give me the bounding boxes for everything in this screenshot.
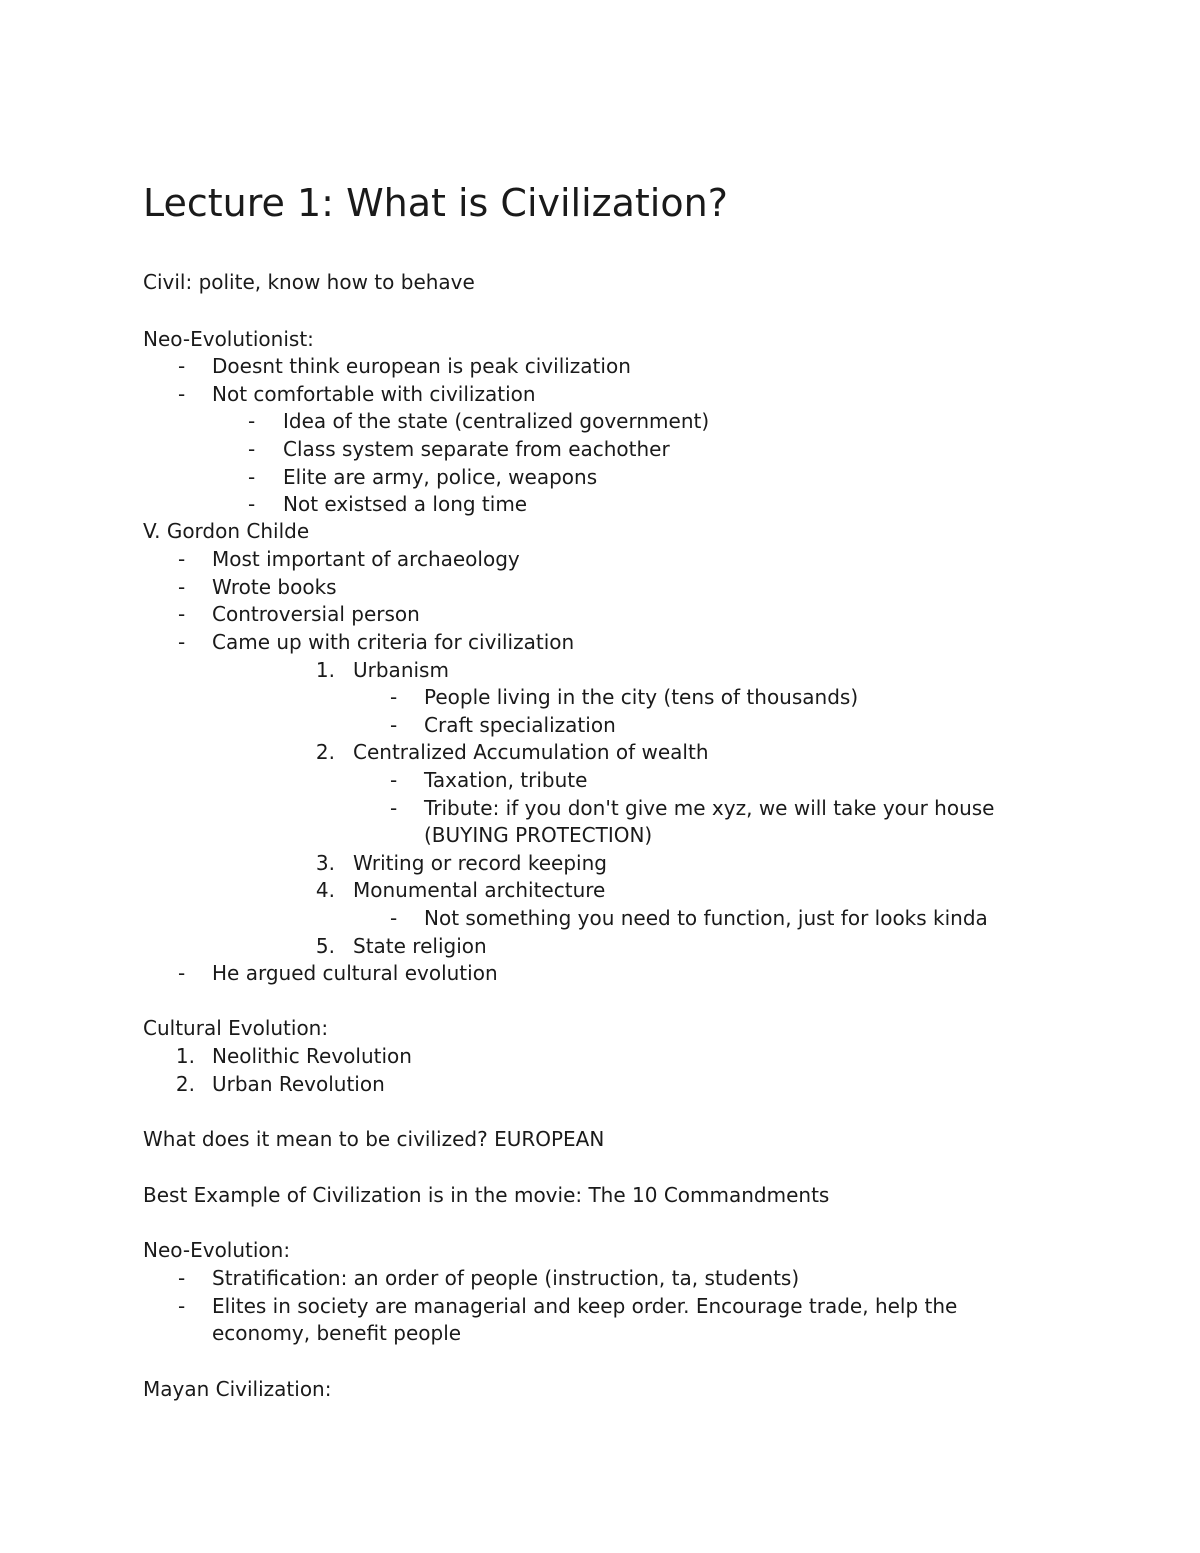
childe-heading: V. Gordon Childe (143, 519, 310, 543)
neo-evolutionist-heading: Neo-Evolutionist: (143, 327, 314, 351)
list-number: 2. (175, 1072, 195, 1096)
bullet-dash: - (178, 354, 186, 378)
list-subitem: Elite are army, police, weapons (283, 465, 598, 489)
bullet-dash: - (248, 409, 256, 433)
list-number: 1. (175, 1044, 195, 1068)
list-item: Doesnt think european is peak civilization (212, 354, 631, 378)
list-subitem: Not existsed a long time (283, 492, 528, 516)
civil-definition: Civil: polite, know how to behave (143, 270, 475, 294)
list-item: Came up with criteria for civilization (212, 630, 575, 654)
list-item: Elites in society are managerial and keep order. Encourage trade, help the (212, 1294, 958, 1318)
criterion-number: 3. (315, 851, 335, 875)
neo-evolution-heading: Neo-Evolution: (143, 1238, 291, 1262)
criterion-note: Not something you need to function, just for looks kinda (424, 906, 988, 930)
best-example-line: Best Example of Civilization is in the movie: The 10 Commandments (143, 1183, 830, 1207)
list-item-continuation: economy, benefit people (212, 1321, 462, 1345)
bullet-dash: - (178, 1294, 186, 1318)
bullet-dash: - (178, 575, 186, 599)
criterion-note: People living in the city (tens of thousands) (424, 685, 859, 709)
bullet-dash: - (178, 961, 186, 985)
criterion-label: Writing or record keeping (353, 851, 607, 875)
list-item: He argued cultural evolution (212, 961, 498, 985)
criterion-note: Craft specialization (424, 713, 616, 737)
mayan-heading: Mayan Civilization: (143, 1377, 332, 1401)
bullet-dash: - (390, 685, 398, 709)
criterion-label: Urbanism (353, 658, 449, 682)
bullet-dash: - (390, 796, 398, 820)
list-item: Stratification: an order of people (instruction, ta, students) (212, 1266, 800, 1290)
list-item: Urban Revolution (212, 1072, 385, 1096)
bullet-dash: - (178, 382, 186, 406)
criterion-label: Monumental architecture (353, 878, 606, 902)
bullet-dash: - (178, 1266, 186, 1290)
list-item: Most important of archaeology (212, 547, 520, 571)
bullet-dash: - (390, 768, 398, 792)
bullet-dash: - (390, 906, 398, 930)
bullet-dash: - (178, 602, 186, 626)
cultural-evolution-heading: Cultural Evolution: (143, 1016, 329, 1040)
list-item: Wrote books (212, 575, 337, 599)
criterion-number: 4. (315, 878, 335, 902)
list-subitem: Class system separate from eachother (283, 437, 670, 461)
bullet-dash: - (248, 492, 256, 516)
criterion-label: Centralized Accumulation of wealth (353, 740, 709, 764)
page-title: Lecture 1: What is Civilization? (143, 181, 728, 225)
list-subitem: Idea of the state (centralized government) (283, 409, 710, 433)
bullet-dash: - (178, 630, 186, 654)
bullet-dash: - (248, 465, 256, 489)
criterion-note-continuation: (BUYING PROTECTION) (424, 823, 653, 847)
list-item: Neolithic Revolution (212, 1044, 412, 1068)
criterion-note: Taxation, tribute (424, 768, 588, 792)
bullet-dash: - (178, 547, 186, 571)
list-item: Controversial person (212, 602, 420, 626)
civilized-question: What does it mean to be civilized? EUROPEAN (143, 1127, 605, 1151)
bullet-dash: - (390, 713, 398, 737)
list-item: Not comfortable with civilization (212, 382, 536, 406)
criterion-note: Tribute: if you don't give me xyz, we will take your house (424, 796, 995, 820)
criterion-number: 5. (315, 934, 335, 958)
criterion-label: State religion (353, 934, 487, 958)
criterion-number: 2. (315, 740, 335, 764)
bullet-dash: - (248, 437, 256, 461)
criterion-number: 1. (315, 658, 335, 682)
